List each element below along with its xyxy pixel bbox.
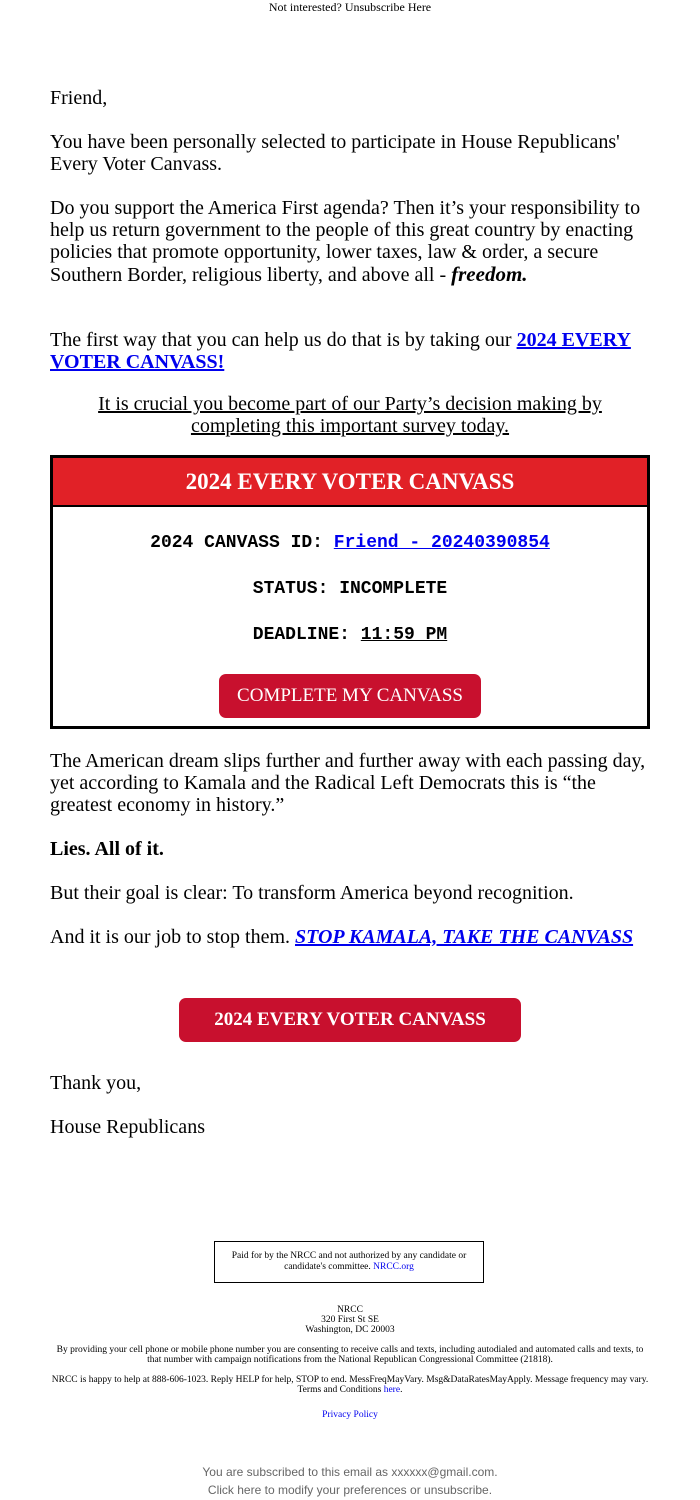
consent-text: By providing your cell phone or mobile phone number you are consenting to receive calls and texts, including autodialed and automated calls and texts, to that number with campaign notifications from the National Republican Congressional Committee (21818). — [56, 1345, 644, 1365]
preferences-suffix: or unsubscribe. — [406, 1483, 493, 1497]
status-value: INCOMPLETE — [339, 579, 448, 599]
closing: Thank you, — [50, 1072, 142, 1094]
subscribed-notice: You are subscribed to this email as xxxxxx@gmail.com. — [202, 1465, 498, 1479]
deadline-value: 11:59 PM — [360, 625, 448, 645]
canvass-id-link[interactable]: Friend - 20240390854 — [333, 533, 550, 553]
stop-text: And it is our job to stop them. — [50, 926, 295, 948]
privacy-row — [50, 1410, 650, 1420]
nrcc-link[interactable]: NRCC.org — [373, 1262, 414, 1272]
disclaimer-text: Paid for by the NRCC and not authorized by any candidate or candidate's committee. — [231, 1251, 467, 1272]
canvass-box — [50, 455, 650, 729]
crucial-line-2: completing this important survey today. — [190, 415, 510, 437]
deadline-label: DEADLINE: — [252, 625, 350, 645]
survey-paragraph — [50, 329, 650, 373]
agenda-text: Do you support the America First agenda? Then it’s your responsibility to help us return government to the people of this great country by enacting policies that promote opportunity, lower taxes, law & order, a secure Southern Border, religious liberty, and above all - — [50, 197, 641, 286]
crucial-line-1: It is crucial you become part of our Party’s decision making by — [98, 393, 602, 415]
lies-paragraph: Lies. All of it. — [50, 838, 164, 860]
survey-text: The first way that you can help us do that is by taking our — [50, 329, 517, 351]
help-text: NRCC is happy to help at 888-606-1023. Reply HELP for help, STOP to end. MessFreqMayVary. Msg&DataRatesMayApply. Message frequency may vary. Terms and Conditions here. — [51, 1375, 649, 1395]
greeting: Friend, — [50, 87, 108, 109]
intro-paragraph: You have been personally selected to participate in House Republicans' Every Voter Canvass. — [50, 131, 620, 175]
canvass-id-row — [53, 532, 647, 554]
canvass-box-title: 2024 EVERY VOTER CANVASS — [53, 458, 647, 507]
deadline-row — [53, 624, 647, 646]
goal-paragraph: But their goal is clear: To transform America beyond recognition. — [50, 882, 574, 904]
status-row — [53, 578, 647, 600]
privacy-policy-link[interactable]: Privacy Policy — [322, 1410, 378, 1420]
canvass-link[interactable]: 2024 EVERY VOTER CANVASS! — [50, 329, 631, 373]
signature: House Republicans — [50, 1116, 205, 1138]
complete-canvass-button[interactable]: COMPLETE MY CANVASS — [219, 674, 481, 718]
status-label: STATUS: — [252, 579, 329, 599]
stop-paragraph — [50, 926, 650, 948]
preferences-link[interactable]: preferences — [343, 1483, 407, 1497]
org-name: NRCC — [337, 1305, 363, 1315]
freedom-emphasis: freedom. — [451, 262, 528, 286]
canvass-id-label: 2024 CANVASS ID: — [150, 533, 323, 553]
address-line-2: Washington, DC 20003 — [305, 1325, 395, 1335]
address-line-1: 320 First St SE — [321, 1315, 379, 1325]
paid-for-disclaimer — [214, 1241, 484, 1283]
agenda-paragraph — [50, 197, 650, 286]
preferences-prefix: Click here to modify your — [207, 1483, 344, 1497]
terms-link[interactable]: here — [383, 1385, 401, 1395]
american-dream-paragraph: The American dream slips further and further away with each passing day, yet according to Kamala and the Radical Left Democrats this is “the greatest economy in history.” — [50, 750, 646, 816]
help-text-body: NRCC is happy to help at 888-606-1023. Reply HELP for help, STOP to end. MessFreqMayVary. Msg&DataRatesMayApply. Message frequency may vary. Terms and Conditions — [51, 1375, 649, 1395]
preferences-notice — [0, 1481, 700, 1499]
stop-kamala-link[interactable]: STOP KAMALA, TAKE THE CANVASS — [295, 926, 634, 948]
every-voter-canvass-button[interactable]: 2024 EVERY VOTER CANVASS — [179, 998, 521, 1042]
unsubscribe-link[interactable]: Not interested? Unsubscribe Here — [268, 0, 432, 14]
